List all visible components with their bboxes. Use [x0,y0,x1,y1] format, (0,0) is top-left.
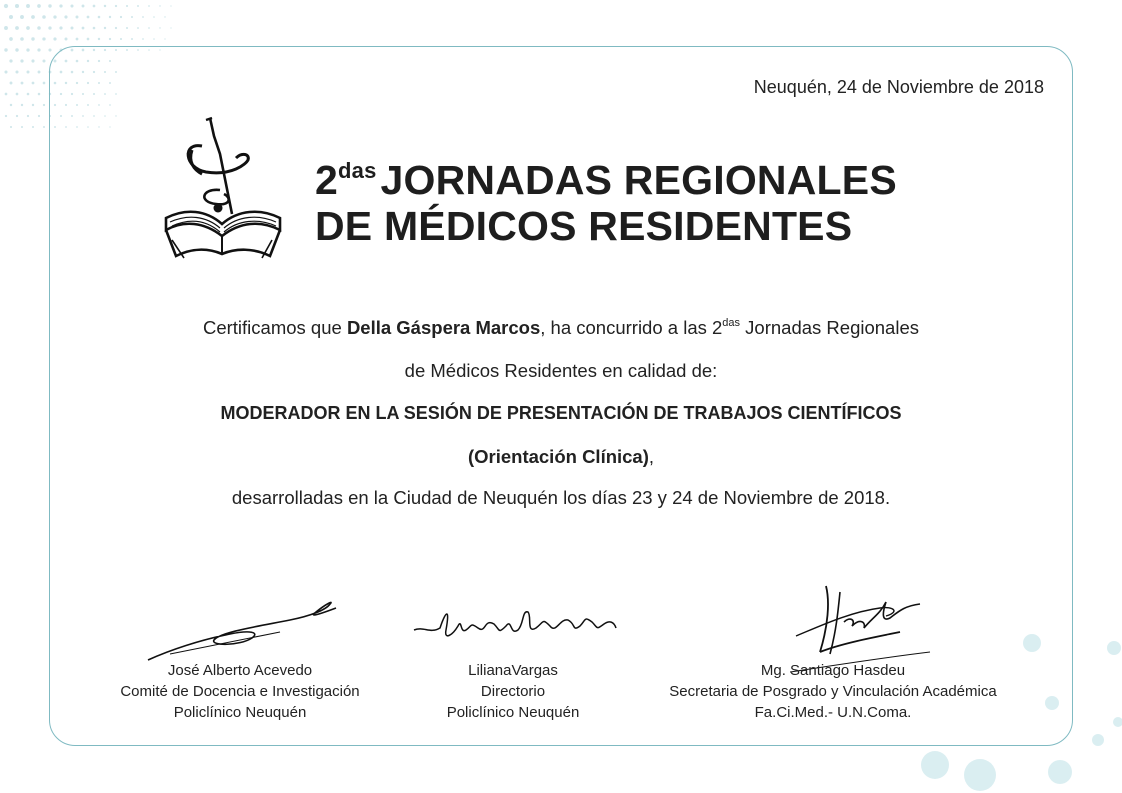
decor-dot [109,38,111,40]
decor-dot [142,16,144,18]
decor-dot [93,5,96,8]
decor-dot [43,82,46,85]
edition-superscript: das [338,158,377,183]
decor-dot [27,93,30,96]
decor-dot [43,126,45,128]
certification-line-1 [0,317,1122,339]
signature-vargas [410,600,630,650]
signatory-block-3 [638,660,1028,723]
signatory-name: LilianaVargas [468,662,558,679]
decor-dot [27,71,30,74]
decor-dot [104,27,106,29]
decor-dot [120,16,122,18]
decor-dot [42,37,45,40]
decor-dot [21,104,23,106]
decor-dot [104,5,106,7]
decor-dot [31,37,34,40]
decor-dot [16,93,19,96]
decor-dot [126,5,128,7]
decor-dot [21,82,24,85]
decor-dot [4,48,7,51]
participation-role: MODERADOR EN LA SESIÓN DE PRESENTACIÓN DE TRABAJOS CIENTÍFICOS [220,403,902,423]
decor-dot [4,70,7,73]
decor-dot [48,4,51,7]
decor-dot [27,115,29,117]
decor-dot [59,26,62,29]
decor-dot [70,4,73,7]
signatory-name: Mg. Santiago Hasdeu [760,662,906,679]
decor-dot [1048,760,1072,784]
orientation-suffix: , [648,446,655,467]
decor-dot [142,38,144,40]
decor-dot [153,38,155,40]
decor-dot [20,37,24,41]
decor-dot [20,15,24,19]
decor-dot [164,38,165,39]
decor-dot [964,759,996,791]
signatory-role: Directorio [480,683,546,700]
certification-line-2: de Médicos Residentes en calidad de: [404,360,718,381]
decor-dot [9,15,13,19]
signatory-name: José Alberto Acevedo [167,662,313,679]
decor-dot [120,38,122,40]
decor-dot [31,15,35,19]
decor-dot [137,27,139,29]
decor-dot [10,82,13,85]
decor-dot [115,27,117,29]
decor-dot [170,5,171,6]
decor-dot [71,27,74,30]
decor-dot [5,93,8,96]
decor-dot [59,4,62,7]
event-title-line-1 [315,148,897,203]
decor-dot [159,27,160,28]
decor-dot [98,16,101,19]
decor-dot [148,5,150,7]
certification-superscript: das [722,317,741,329]
decor-dot [1107,641,1121,655]
decor-dot [1092,734,1104,746]
decor-dot [82,27,85,30]
event-title [315,148,897,249]
recipient-name: Della Gáspera Marcos [346,317,541,338]
signatory-institution: Policlínico Neuquén [446,704,580,721]
certification-suffix: Jornadas Regionales [740,317,919,338]
decor-dot [43,104,45,106]
decor-dot [48,26,51,29]
decor-dot [87,38,90,41]
decor-dot [38,115,40,117]
decor-dot [4,4,8,8]
stethoscope-book-icon [162,114,284,262]
decor-dot [921,751,949,779]
event-title-line-2: DE MÉDICOS RESIDENTES [315,203,853,249]
decor-dot [109,16,111,18]
decor-dot [98,38,100,40]
decor-dot [16,115,18,117]
decor-dot [15,48,18,51]
decor-dot [26,48,29,51]
decor-dot [37,48,40,51]
decor-dot [48,48,51,51]
decor-dot [10,104,12,106]
decor-dot [76,38,79,41]
decor-dot [38,93,41,96]
decor-dot [32,104,34,106]
decor-dot [26,26,30,30]
edition-number: 2 [315,157,339,203]
decor-dot [42,15,46,19]
decor-dot [21,126,23,128]
decor-dot [153,16,155,18]
decor-dot [159,5,160,6]
signatory-institution: Policlínico Neuquén [173,704,307,721]
decor-dot [131,38,133,40]
signatory-block-2 [398,660,628,723]
decor-dot [32,126,34,128]
decor-dot [37,26,41,30]
decor-dot [15,26,19,30]
decor-dot [126,27,128,29]
decor-dot [115,5,117,7]
signatory-role: Comité de Docencia e Investigación [120,683,360,700]
decor-dot [9,37,13,41]
decor-dot [9,59,12,62]
title-line-1-text: JORNADAS REGIONALES [380,157,897,203]
signatory-institution: Fa.Ci.Med.- U.N.Coma. [754,704,912,721]
decor-dot [148,27,150,29]
certification-prefix: Certificamos que [202,317,347,338]
decor-dot [164,16,165,17]
decor-dot [31,59,34,62]
decor-dot [76,16,79,19]
event-dates-line: desarrolladas en la Ciudad de Neuquén los días 23 y 24 de Noviembre de 2018. [231,487,891,508]
decor-dot [53,15,56,18]
decor-dot [1113,717,1122,727]
decor-dot [20,59,23,62]
certificate-date: Neuquén, 24 de Noviembre de 2018 [753,77,1044,97]
decor-dot [37,4,41,8]
decor-dot [26,4,30,8]
certification-middle: , ha concurrido a las 2 [540,317,723,338]
decor-dot [64,37,67,40]
decor-dot [4,26,8,30]
signatory-role: Secretaria de Posgrado y Vinculación Académica [669,683,997,700]
decor-dot [93,27,96,30]
decor-dot [38,71,41,74]
decor-dot [170,27,171,28]
orientation-label: (Orientación Clínica) [467,446,649,467]
decor-dot [10,126,12,128]
decor-dot [5,115,7,117]
signature-acevedo [140,590,350,670]
decor-dot [53,37,56,40]
decor-dot [42,59,45,62]
decor-dot [137,5,139,7]
decor-dot [32,82,35,85]
decor-dot [87,16,90,19]
signatory-block-1 [90,660,390,723]
decor-dot [131,16,133,18]
decor-dot [15,70,18,73]
orientation-line [0,446,1122,468]
decor-dot [64,15,67,18]
decor-dot [82,5,85,8]
decor-dot [15,4,19,8]
